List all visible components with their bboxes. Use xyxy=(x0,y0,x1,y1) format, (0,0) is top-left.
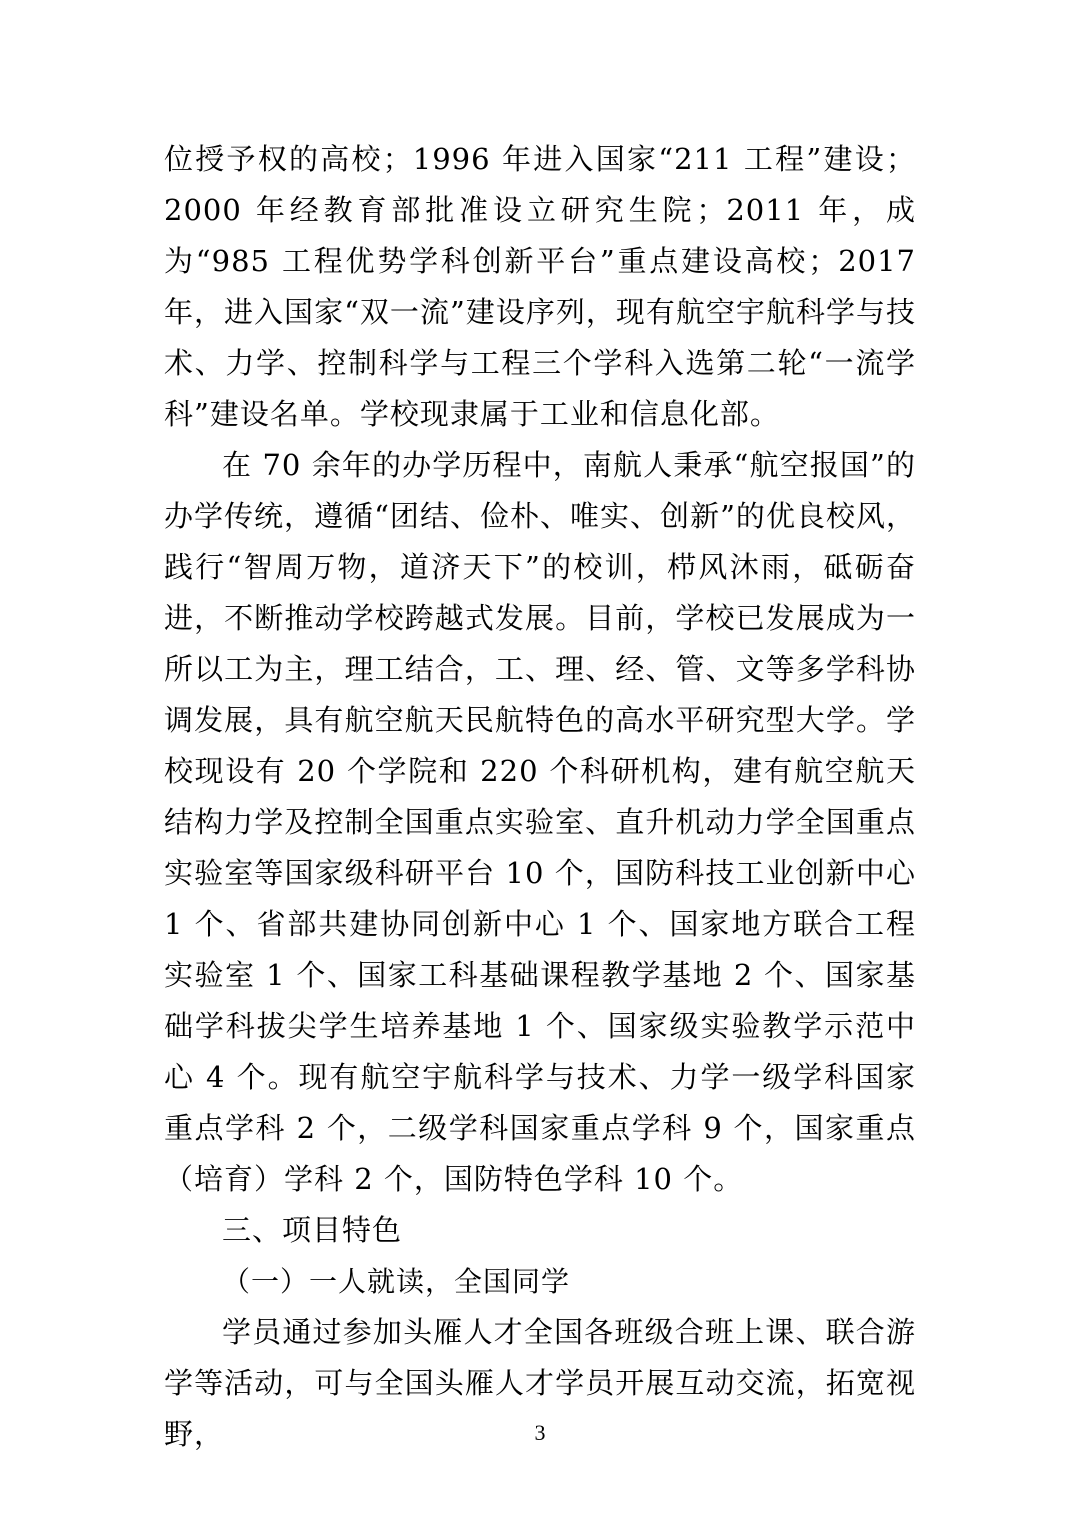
continued-paragraph: 位授予权的高校；1996 年进入国家“211 工程”建设；2000 年经教育部批准设立研究生院；2011 年，成为“985 工程优势学科创新平台”重点建设高校；2017 年，进入国家“双一流”建设序列，现有航空宇航科学与技术、力学、控制科学与工程三个学科入选第二轮“一流学科”建设名单。学校现隶属于工业和信息化部。 xyxy=(164,142,916,431)
page-number: 3 xyxy=(534,1420,546,1445)
feature-paragraph: 学员通过参加头雁人才全国各班级合班上课、联合游学等活动，可与全国头雁人才学员开展互动交流，拓宽视野， xyxy=(164,1315,916,1451)
section-heading: 三、项目特色 xyxy=(222,1213,403,1247)
subsection-heading: （一）一人就读，全国同学 xyxy=(222,1265,571,1298)
history-paragraph: 在 70 余年的办学历程中，南航人秉承“航空报国”的办学传统，遵循“团结、俭朴、唯实、创新”的优良校风，践行“智周万物，道济天下”的校训，栉风沐雨，砥砺奋进，不断推动学校跨越式发展。目前，学校已发展成为一所以工为主，理工结合，工、理、经、管、文等多学科协调发展，具有航空航天民航特色的高水平研究型大学。学校现设有 20 个学院和 220 个科研机构，建有航空航天结构力学及控制全国重点实验室、直升机动力学全国重点实验室等国家级科研平台 10 个，国防科技工业创新中心 1 个、省部共建协同创新中心 1 个、国家地方联合工程实验室 1 个、国家工科基础课程教学基地 2 个、国家基础学科拔尖学生培养基地 1 个、国家级实验教学示范中心 4 个。现有航空宇航科学与技术、力学一级学科国家重点学科 2 个，二级学科国家重点学科 9 个，国家重点（培育）学科 2 个，国防特色学科 10 个。 xyxy=(164,448,916,1196)
document-body xyxy=(164,134,916,1460)
